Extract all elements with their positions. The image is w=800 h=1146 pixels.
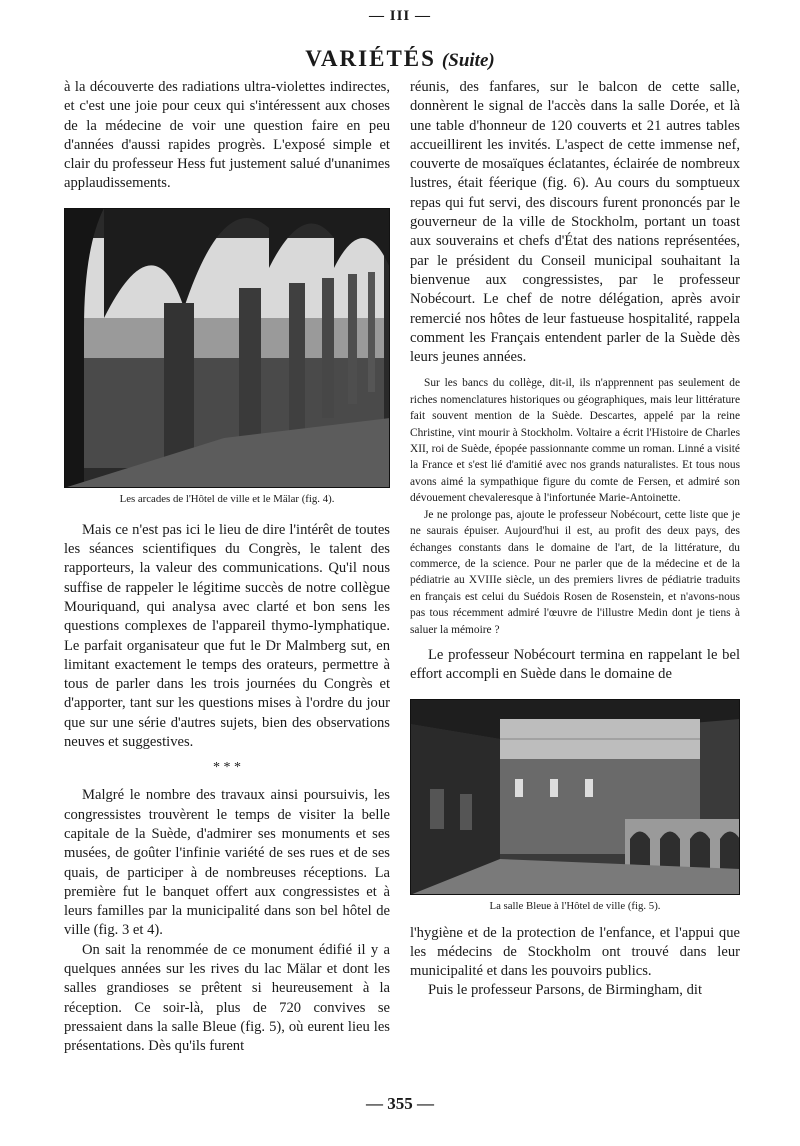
folio: — III —: [368, 8, 431, 24]
arcades-photo: [64, 208, 390, 488]
right-column: [410, 78, 740, 1001]
title-main: VARIÉTÉS: [305, 46, 436, 71]
section-title: [0, 46, 800, 72]
right-paragraph-3: l'hygiène et de la protection de l'enfance, et l'appui que les médecins de Stockholm ont trouvé dans leur municipalité et dans les pouvoirs publics.: [410, 924, 740, 980]
left-column: [64, 78, 390, 1057]
page-number: — 355 —: [366, 1094, 434, 1113]
quote-paragraph-2: Je ne prolonge pas, ajoute le professeur Nobécourt, cette liste que je ne saurais épuiser. Aujourd'hui il est, au profit des deux pays, des échanges constants dans le domaine de l'art, de la littérature, du commerce, de la science. Pour ne parler que de la médecine et de la pédiatrie au XVIIIe siècle, un des premiers livres de pédiatrie traduits en français est celui du Suédois Rosen de Rosenstein, et n'avons-nous pas tous récemment admiré l'œuvre de l'illustre Medin dont je tiens à saluer la mémoire ?: [410, 508, 740, 636]
figure-4: [64, 208, 390, 505]
right-paragraph-2: Le professeur Nobécourt termina en rappelant le bel effort accompli en Suède dans le domaine de: [410, 646, 740, 683]
title-suite: (Suite): [441, 50, 495, 71]
right-paragraph-1: réunis, des fanfares, sur le balcon de cette salle, donnèrent le signal de l'accès dans la salle Dorée, et là une table d'honneur de 120 couverts et 21 autres tables accueillirent les invités. L'aspect de cette immense nef, couverte de mosaïques éclatantes, éclairée de nombreux lustres, était féerique (fig. 6). Au cours du somptueux repas qui fut servi, des discours furent prononcés par le gouverneur de la ville de Stockholm, portant un toast aux souverains et chefs d'État des nations représentées, par le président du Conseil municipal souhaitant la bienvenue aux congressistes, par le professeur Nobécourt. Le chef de notre délégation, après avoir remercié nos hôtes de leur fastueuse hospitalité, rappela comment les Français entendent parler de la Suède dès leurs jeunes années.: [410, 79, 740, 366]
figure-5-caption: La salle Bleue à l'Hôtel de ville (fig. 5).: [489, 899, 661, 912]
left-paragraph-1: à la découverte des radiations ultra-violettes indirectes, et c'est une joie pour ceux qui s'intéressent aux choses de la médecine de voir une question faire en peu d'années d'aussi rapides progrès. L'exposé simple et clair du professeur Hess fut justement salué d'unanimes applaudissements.: [64, 79, 390, 192]
left-paragraph-3: Malgré le nombre des travaux ainsi poursuivis, les congressistes trouvèrent le temps de visiter la belle capitale de la Suède, d'admirer ses monuments et ses musées, de goûter l'infinie variété de ses rues et de ses quais, de participer à de nombreuses réceptions. La première fut le banquet offert aux congressistes et à leurs familles par la municipalité dans son bel hôtel de ville (fig. 3 et 4).: [64, 787, 390, 939]
speech-quote: [410, 375, 740, 638]
left-paragraph-2: Mais ce n'est pas ici le lieu de dire l'intérêt de toutes les séances scientifiques du Congrès, le talent des rapporteurs, la valeur des communications. Qu'il nous suffise de rappeler le légitime succès de notre collègue Mouriquand, qui analysa avec clarté et bon sens les questions complexes de l'appareil thymo-lymphatique. Le parfait organisateur que fut le Dr Malmberg sut, en limitant exactement le temps des orateurs, permettre à tous de parler dans les trois journées du Congrès et d'apporter, tant sur les questions mises à l'ordre du jour que sur une série d'autres sujets, bien des observations neuves et suggestives.: [64, 521, 390, 751]
figure-5: [410, 699, 740, 912]
blue-hall-photo: [410, 699, 740, 895]
section-separator: * * *: [213, 760, 241, 776]
quote-paragraph-1: Sur les bancs du collège, dit-il, ils n'apprennent pas seulement de riches nomenclatures historiques ou géographiques, mais leur littérature fait souvent mention de la Suède. Descartes, appelé par la reine Christine, vint mourir à Stockholm. Voltaire a écrit l'Histoire de Charles XII, roi de Suède, épopée passionnante comme un roman. Linné a visité la France et s'est lié d'amitié avec nos grands naturalistes. Et tous nous avons aimé la sympathique figure du comte de Fersen, et admiré son dévouement chevaleresque à l'infortunée Marie-Antoinette.: [410, 377, 740, 505]
figure-4-caption: Les arcades de l'Hôtel de ville et le Mälar (fig. 4).: [119, 492, 335, 505]
left-paragraph-4: On sait la renommée de ce monument édifié il y a quelques années sur les rives du lac Mälar et dont les salles grandioses se prêtent si heureusement à la réception. Ce soir-là, plus de 720 convives se pressaient dans la salle Bleue (fig. 5), où eurent lieu les présentations. Dès qu'ils furent: [64, 941, 390, 1055]
right-paragraph-4: Puis le professeur Parsons, de Birmingham, dit: [428, 982, 703, 999]
